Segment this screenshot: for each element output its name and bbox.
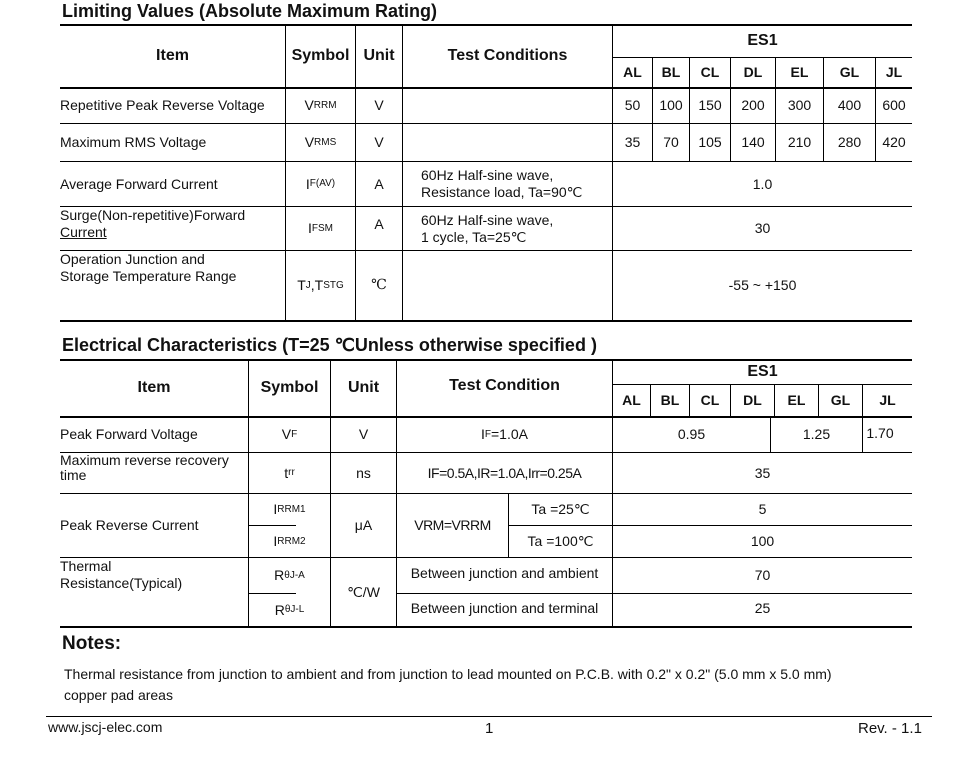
limiting-grade: AL bbox=[623, 64, 642, 81]
electrical-item-header: Item bbox=[137, 379, 171, 397]
electrical-grade: CL bbox=[700, 392, 720, 409]
row-ir-symbol-2: I RRM2 bbox=[273, 533, 306, 550]
limiting-conditions-header: Test Conditions bbox=[447, 47, 568, 65]
footer-website: www.jscj-elec.com bbox=[48, 719, 163, 735]
limiting-grade: JL bbox=[885, 64, 903, 81]
value-cell: 400 bbox=[837, 97, 862, 114]
electrical-part-header: ES1 bbox=[747, 363, 778, 381]
row-ir-ta-2: Ta =100℃ bbox=[527, 533, 594, 550]
value-cell: 35 bbox=[624, 134, 641, 151]
row-rth-condition-1: Between junction and ambient bbox=[410, 565, 599, 582]
electrical-unit-header: Unit bbox=[347, 379, 380, 397]
row-rth-item: Thermal Resistance(Typical) bbox=[60, 558, 183, 591]
row-vf-value-3: 1.70 bbox=[866, 424, 894, 441]
value-cell: 150 bbox=[698, 97, 722, 114]
row-ir-value-1: 5 bbox=[758, 501, 767, 518]
electrical-symbol-header: Symbol bbox=[260, 379, 319, 397]
value-cell: 600 bbox=[882, 97, 906, 114]
value-cell: 420 bbox=[882, 134, 906, 151]
row-ifav-value: 1.0 bbox=[752, 175, 773, 192]
row-ir-symbol-1: I RRM1 bbox=[273, 501, 306, 518]
notes-line-2: copper pad areas bbox=[64, 687, 173, 703]
row-ir-unit: μA bbox=[354, 517, 373, 534]
row-trr-symbol: t rr bbox=[284, 464, 295, 481]
row-vrms-unit: V bbox=[374, 134, 384, 151]
row-vf-item: Peak Forward Voltage bbox=[60, 426, 198, 443]
row-rth-unit: ℃/W bbox=[347, 583, 380, 600]
row-temp-value: -55 ~ +150 bbox=[728, 277, 797, 294]
row-temp-unit: ℃ bbox=[371, 277, 387, 294]
footer-page-number: 1 bbox=[485, 720, 494, 737]
row-ifav-symbol: I F(AV) bbox=[305, 175, 336, 192]
value-cell: 200 bbox=[741, 97, 765, 114]
row-ifav-conditions: 60Hz Half-sine wave, Resistance load, Ta=90℃ bbox=[421, 167, 583, 200]
row-ifsm-symbol: I FSM bbox=[308, 220, 333, 237]
row-vf-unit: V bbox=[358, 426, 369, 443]
row-temp-symbol: T J , T STG bbox=[297, 277, 344, 294]
limiting-title: Limiting Values (Absolute Maximum Rating) bbox=[62, 1, 438, 21]
row-vrms-symbol: V RMS bbox=[304, 134, 337, 151]
limiting-grade: DL bbox=[743, 64, 763, 81]
limiting-grade: BL bbox=[661, 64, 681, 81]
row-rth-symbol-1: R θJ-A bbox=[274, 567, 305, 584]
row-temp-item: Operation Junction and Storage Temperature Range bbox=[60, 251, 237, 284]
electrical-grade: BL bbox=[660, 392, 680, 409]
row-vf-condition: I F =1.0A bbox=[481, 426, 528, 443]
row-ifsm-unit: A bbox=[374, 216, 384, 233]
row-trr-item: Maximum reverse recovery time bbox=[60, 452, 229, 484]
row-ir-value-2: 100 bbox=[750, 533, 775, 550]
electrical-grade: DL bbox=[743, 392, 762, 409]
row-ifsm-value: 30 bbox=[754, 220, 771, 237]
value-cell: 210 bbox=[787, 134, 812, 151]
limiting-item-header: Item bbox=[156, 47, 189, 65]
row-rth-value-1: 70 bbox=[754, 567, 771, 584]
limiting-grade: CL bbox=[700, 64, 720, 81]
electrical-grade: JL bbox=[879, 392, 896, 409]
value-cell: 140 bbox=[741, 134, 765, 151]
row-rth-symbol-2: R θJ-L bbox=[274, 601, 305, 618]
value-cell: 50 bbox=[624, 97, 641, 114]
electrical-grade: EL bbox=[787, 392, 806, 409]
value-cell: 300 bbox=[787, 97, 812, 114]
row-vf-symbol: V F bbox=[281, 426, 298, 443]
row-ifav-item: Average Forward Current bbox=[60, 175, 218, 192]
row-vrrm-unit: V bbox=[374, 97, 384, 114]
electrical-grade: GL bbox=[830, 392, 851, 409]
row-ir-ta-1: Ta =25℃ bbox=[531, 501, 590, 518]
value-cell: 70 bbox=[663, 134, 679, 151]
electrical-title: Electrical Characteristics (T=25 ℃Unless otherwise specified ) bbox=[62, 335, 597, 355]
limiting-grade: GL bbox=[839, 64, 860, 81]
row-ir-item: Peak Reverse Current bbox=[60, 517, 199, 534]
notes-title: Notes: bbox=[62, 633, 122, 654]
row-ifsm-item: Surge(Non-repetitive)Forward Current bbox=[60, 207, 246, 240]
row-trr-value: 35 bbox=[754, 464, 771, 481]
value-cell: 280 bbox=[837, 134, 862, 151]
row-trr-condition: IF=0.5A,IR=1.0A,Irr=0.25A bbox=[427, 464, 582, 481]
electrical-conditions-header: Test Condition bbox=[449, 377, 560, 395]
electrical-grade: AL bbox=[622, 392, 641, 409]
row-vrrm-item: Repetitive Peak Reverse Voltage bbox=[60, 97, 265, 114]
row-vrms-item: Maximum RMS Voltage bbox=[60, 134, 207, 151]
limiting-symbol-header: Symbol bbox=[291, 47, 350, 65]
limiting-unit-header: Unit bbox=[363, 47, 395, 65]
row-rth-value-2: 25 bbox=[754, 599, 771, 616]
value-cell: 105 bbox=[698, 134, 722, 151]
notes-line-1: Thermal resistance from junction to ambient and from junction to lead mounted on P.C.B. with 0.2" x 0.2" (5.0 mm x 5.0 mm) bbox=[64, 666, 832, 682]
footer-revision: Rev. - 1.1 bbox=[858, 720, 922, 737]
row-ifsm-conditions: 60Hz Half-sine wave, 1 cycle, Ta=25℃ bbox=[421, 211, 554, 245]
limiting-part-header: ES1 bbox=[747, 32, 778, 50]
row-ir-condition: VRM=VRRM bbox=[414, 517, 491, 534]
limiting-grade: EL bbox=[790, 64, 809, 81]
row-vf-value-1: 0.95 bbox=[677, 426, 706, 443]
row-trr-unit: ns bbox=[356, 464, 371, 481]
row-rth-condition-2: Between junction and terminal bbox=[410, 599, 599, 616]
row-ifav-unit: A bbox=[374, 175, 384, 192]
value-cell: 100 bbox=[659, 97, 683, 114]
row-vrrm-symbol: V RRM bbox=[304, 97, 337, 114]
row-vf-value-2: 1.25 bbox=[802, 426, 831, 443]
